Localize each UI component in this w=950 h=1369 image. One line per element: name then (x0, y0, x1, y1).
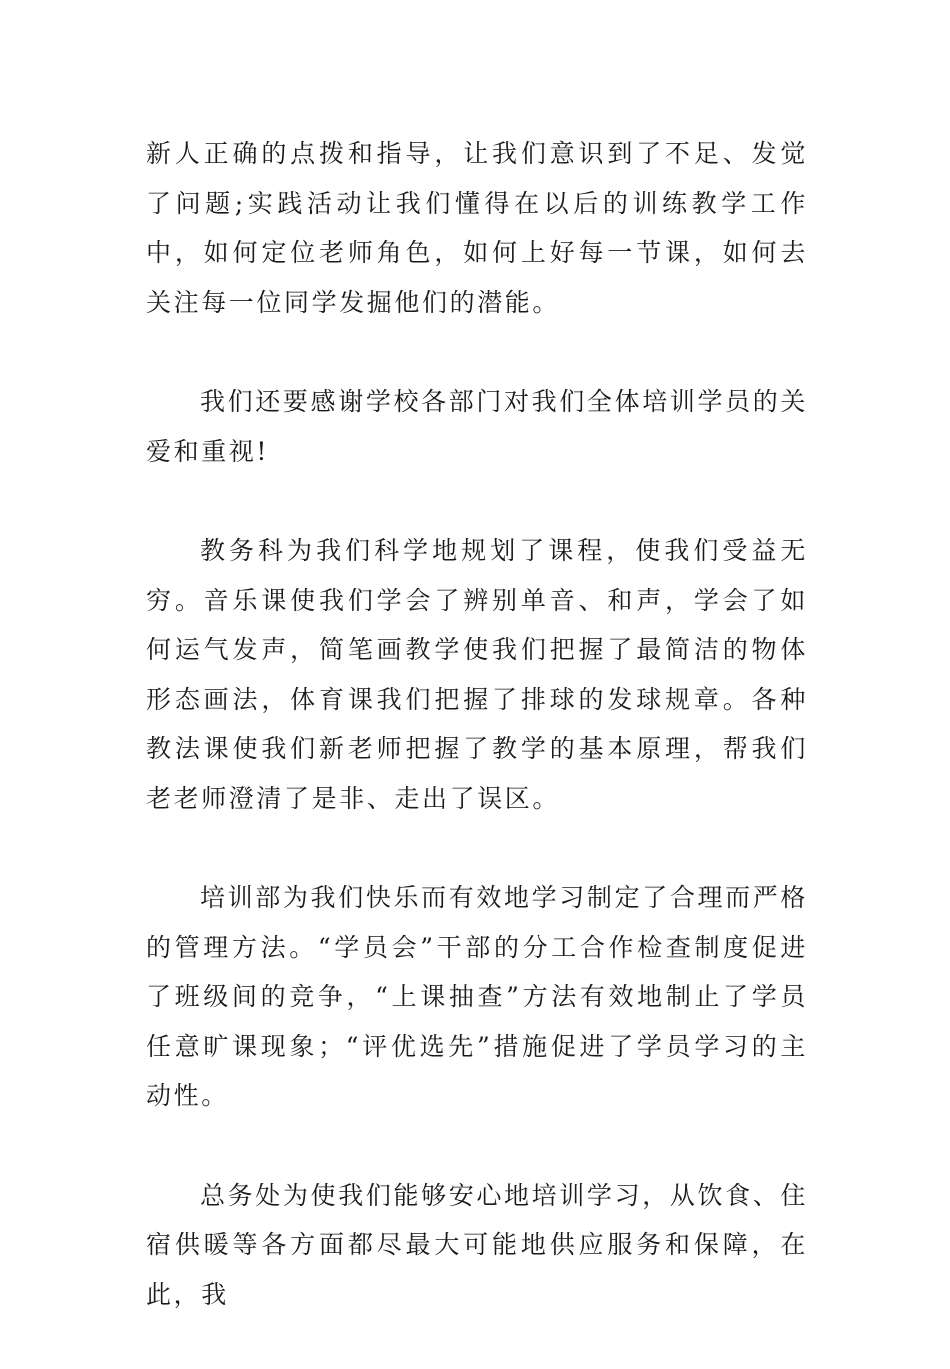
paragraph-general-affairs: 总务处为使我们能够安心地培训学习，从饮食、住宿供暖等各方面都尽最大可能地供应服务和保障，在此，我 (146, 1180, 808, 1309)
paragraph-continuation: 新人正确的点拨和指导，让我们意识到了不足、发觉了问题;实践活动让我们懂得在以后的训练教学工作中，如何定位老师角色，如何上好每一节课，如何去关注每一位同学发掘他们的潜能。 (146, 139, 808, 317)
paragraph-academic-affairs: 教务科为我们科学地规划了课程，使我们受益无穷。音乐课使我们学会了辨别单音、和声，学会了如何运气发声，简笔画教学使我们把握了最简洁的物体形态画法，体育课我们把握了排球的发球规章。各种教法课使我们新老师把握了教学的基本原理，帮我们老老师澄清了是非、走出了误区。 (146, 536, 808, 813)
paragraph-training-department: 培训部为我们快乐而有效地学习制定了合理而严格的管理方法。“学员会”干部的分工合作检查制度促进了班级间的竞争，“上课抽查”方法有效地制止了学员任意旷课现象；“评优选先”措施促进了学员学习的主动性。 (146, 883, 808, 1110)
document-body (146, 129, 808, 1369)
paragraph-thanks-departments: 我们还要感谢学校各部门对我们全体培训学员的关爱和重视! (146, 387, 808, 466)
